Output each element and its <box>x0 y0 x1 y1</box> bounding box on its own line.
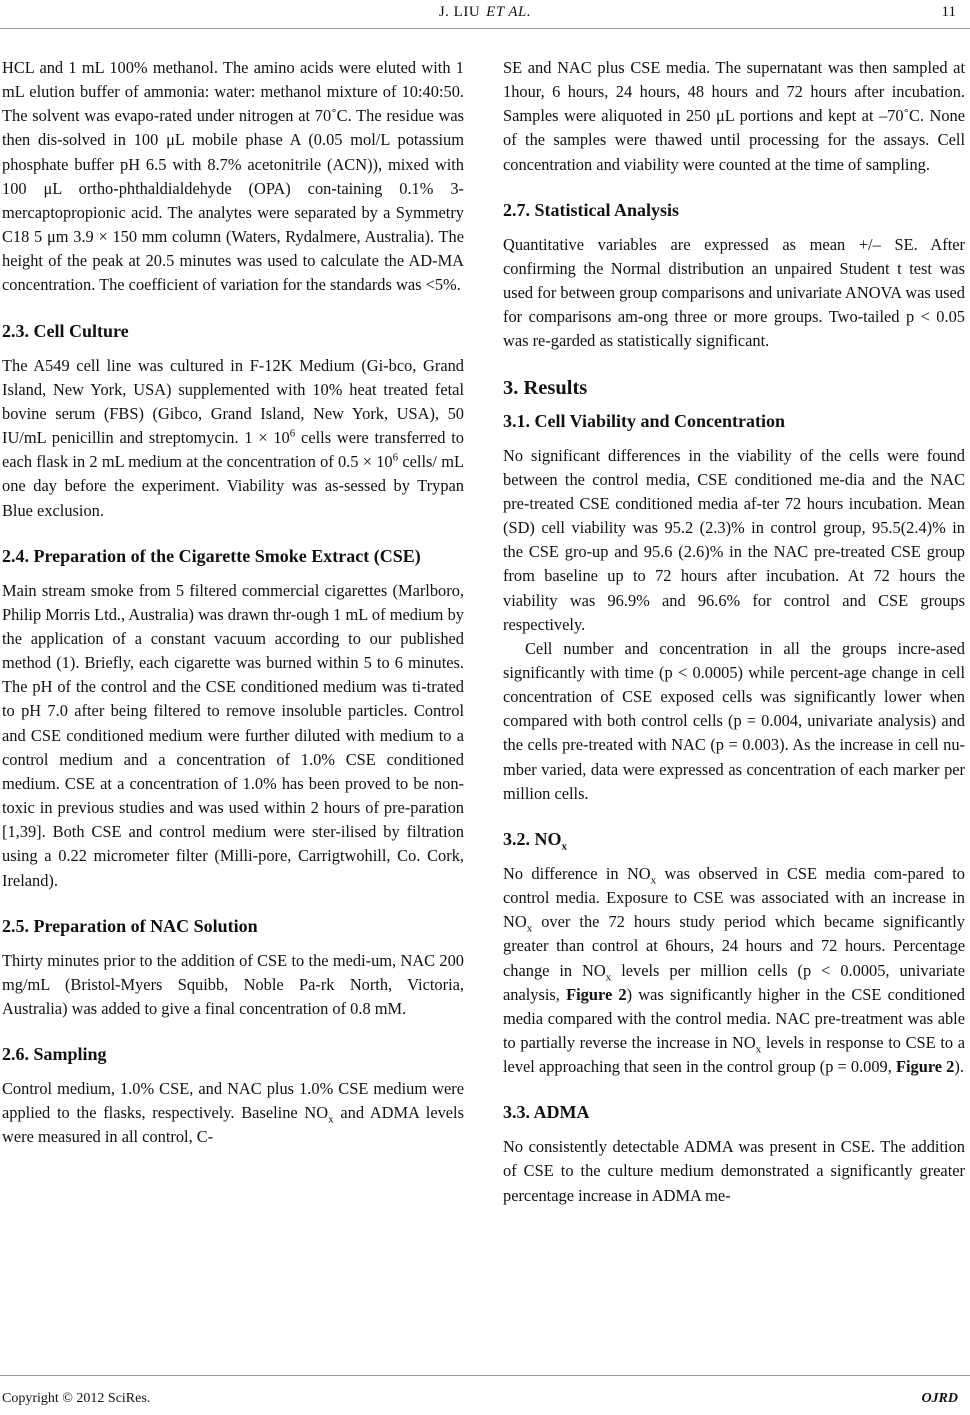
p32-text-1: No difference in NO <box>503 863 651 883</box>
heading-3-results: 3. Results <box>503 376 588 399</box>
paragraph-2-6-text-a: Control medium, 1.0% CSE, and NAC plus 1.0% CSE medium were applied to the flasks, respectively. Baseline NO <box>2 1079 464 1123</box>
header-rule <box>0 28 970 29</box>
paragraph-intro: HCL and 1 mL 100% methanol. The amino acids were eluted with 1 mL elution buffer of ammonia: water: methanol mixture of 10:40:50. The solvent was evapo-rated under nitrogen at 70˚C. The residue was then dis-solved in 100 μL mobile phase A (0.05 mol/L potassium phosphate buffer pH 6.5 with 8.7% acetonitrile (ACN)), mixed with 100 μL ortho-phthaldialdehyde (OPA) con-taining 0.1% 3-mercaptopropionic acid. The analytes were separated by a Symmetry C18 5 μm 3.9 × 150 mm column (Waters, Rydalmere, Australia). The height of the peak at 20.5 minutes was used to calculate the AD-MA concentration. The coefficient of variation for the standards was <5%. <box>2 58 464 295</box>
heading-2-7: 2.7. Statistical Analysis <box>503 199 680 220</box>
paragraph-2-4: Main stream smoke from 5 filtered commercial cigarettes (Marlboro, Philip Morris Ltd., Australia) was drawn thr-ough 1 mL of medium by the application of a constant vacuum according to our published method (1). Briefly, each cigarette was burned within 5 to 6 minutes. The pH of the control and the CSE conditioned medium was ti-trated to pH 7.0 after being filtered to remove insoluble particles. Control and CSE conditioned medium were further diluted with medium to a control medium and a concentration of 1.0% CSE conditioned medium. CSE at a concentration of 1.0% has been proved to be non-toxic in previous studies and was used within 2 hours of pre-paration [1,39]. Both CSE and control medium were ster-ilised by filtration using a 0.22 micrometer filter (Milli-pore, Carrigtwohill, Co. Cork, Ireland). <box>2 580 464 890</box>
copyright-notice: Copyright © 2012 SciRes. <box>2 1391 151 1406</box>
left-column <box>2 56 464 1150</box>
paragraph-2-3-text-b: cells were transferred to each flask in 2 mL medium at the concentration of 0.5 × 10 <box>2 428 464 472</box>
page-header <box>0 0 970 30</box>
heading-3-2-subscript: x <box>561 840 567 853</box>
paragraph-2-3-text-a: The A549 cell line was cultured in F-12K Medium (Gi-bco, Grand Island, New York, USA) supplemented with 10% heat treated fetal bovine serum (FBS) (Gibco, Grand Island, New York, USA), 50 IU/mL penicillin and streptomycin. 1 × 10 <box>2 355 464 448</box>
p32-text-4: levels per million cells (p < 0.0005, univariate analysis, <box>503 960 966 1004</box>
paragraph-2-7: Quantitative variables are expressed as mean +/– SE. After confirming the Normal distribution an unpaired Student t test was used for between group comparisons and univariate ANOVA was used for comparisons am-ong three or more groups. Two-tailed p < 0.05 was re-garded as statistically significant. <box>503 234 965 351</box>
running-title-authors: J. LIU <box>438 4 481 20</box>
right-column <box>503 56 965 1208</box>
paragraph-continued: SE and NAC plus CSE media. The supernatant was then sampled at 1hour, 6 hours, 24 hours, 48 hours and 72 hours after incubation. Samples were aliquoted in 250 μL portions and kept at –70˚C. None of the samples were thawed until processing for the assays. Cell concentration and viability were counted at the time of sampling. <box>503 58 965 174</box>
exponent-2: 6 <box>392 451 399 464</box>
subscript-x: x <box>328 1113 334 1126</box>
paragraph-2-3-text-c: cells/ mL one day before the experiment. Viability was as-sessed by Trypan Blue exclusion. <box>2 452 464 520</box>
paragraph-2-6-text-b: and ADMA levels were measured in all control, C- <box>2 1103 464 1147</box>
p32-text-6: levels in response to CSE to a level approaching that seen in the control group (p = 0.009, <box>503 1033 965 1077</box>
heading-2-6: 2.6. Sampling <box>2 1044 107 1065</box>
heading-2-3: 2.3. Cell Culture <box>2 320 129 341</box>
page-footer <box>0 1375 970 1415</box>
heading-2-5: 2.5. Preparation of NAC Solution <box>2 915 258 936</box>
paragraph-3-1-a: No significant differences in the viability of the cells were found between the control media, CSE conditioned me-dia and the NAC pre-treated CSE conditioned media af-ter 72 hours incubation. Mean (SD) cell viability was 95.2 (2.3)% in control group, 95.5(2.4)% in the CSE gro-up and 95.6 (2.6)% in the NAC pre-treated CSE group from baseline up to 72 hours after incubation. At 72 hours the viability was 96.9% and 96.6% for control and CSE groups respectively. <box>503 445 965 634</box>
page-number: 11 <box>941 4 956 20</box>
p32-text-3: over the 72 hours study period which became significantly greater than control at 6hours, 24 hours and 72 hours. Percentage change in NO <box>503 912 965 980</box>
p32-text-7: ). <box>954 1057 964 1077</box>
paragraph-3-1-b: Cell number and concentration in all the groups incre-ased significantly with time (p < 0.0005) while percent-age change in cell concentration of CSE exposed cells was significantly lower when compared with both control cells (p = 0.004, univariate analysis) and the cells pre-treated with NAC (p = 0.003). As the increase in cell nu-mber varied, data were expressed as concentration of each marker per million cells. <box>503 638 965 803</box>
heading-3-2-text: 3.2. NO <box>503 828 562 849</box>
figure-ref-2[interactable]: Figure 2 <box>895 1057 955 1077</box>
figure-ref-1[interactable]: Figure 2 <box>566 984 627 1004</box>
paragraph-2-3 <box>2 354 464 523</box>
p32-text-5: ) was significantly higher in the CSE conditioned media compared with the control media. NAC pre-treatment was able to partially reverse the increase in NO <box>503 984 965 1052</box>
p32-text-2: was observed in CSE media com-pared to control media. Exposure to CSE was associated with an increase in NO <box>503 863 965 932</box>
heading-2-4: 2.4. Preparation of the Cigarette Smoke Extract (CSE) <box>2 545 421 566</box>
running-title-et-al: ET AL. <box>486 4 532 20</box>
footer-rule <box>0 1375 970 1376</box>
paragraph-3-2 <box>503 862 965 1079</box>
p32-sub-2: x <box>526 922 533 935</box>
p32-sub-3: x <box>605 970 612 983</box>
heading-3-3: 3.3. ADMA <box>503 1102 590 1123</box>
heading-3-1: 3.1. Cell Viability and Concentration <box>503 410 786 431</box>
p32-sub-4: x <box>755 1043 762 1056</box>
heading-3-2 <box>503 827 965 851</box>
paragraph-2-6 <box>2 1077 464 1149</box>
paragraph-3-3: No consistently detectable ADMA was present in CSE. The addition of CSE to the culture medium demonstrated a significantly greater percentage increase in ADMA me- <box>503 1137 965 1205</box>
journal-abbreviation: OJRD <box>921 1391 958 1406</box>
p32-sub-1: x <box>650 874 657 887</box>
exponent-1: 6 <box>289 427 296 440</box>
paragraph-2-5: Thirty minutes prior to the addition of CSE to the medi-um, NAC 200 mg/mL (Bristol-Myers Squibb, Noble Pa-rk North, Victoria, Australia) was added to give a final concentration of 0.8 mM. <box>2 950 464 1018</box>
running-title <box>0 4 970 21</box>
